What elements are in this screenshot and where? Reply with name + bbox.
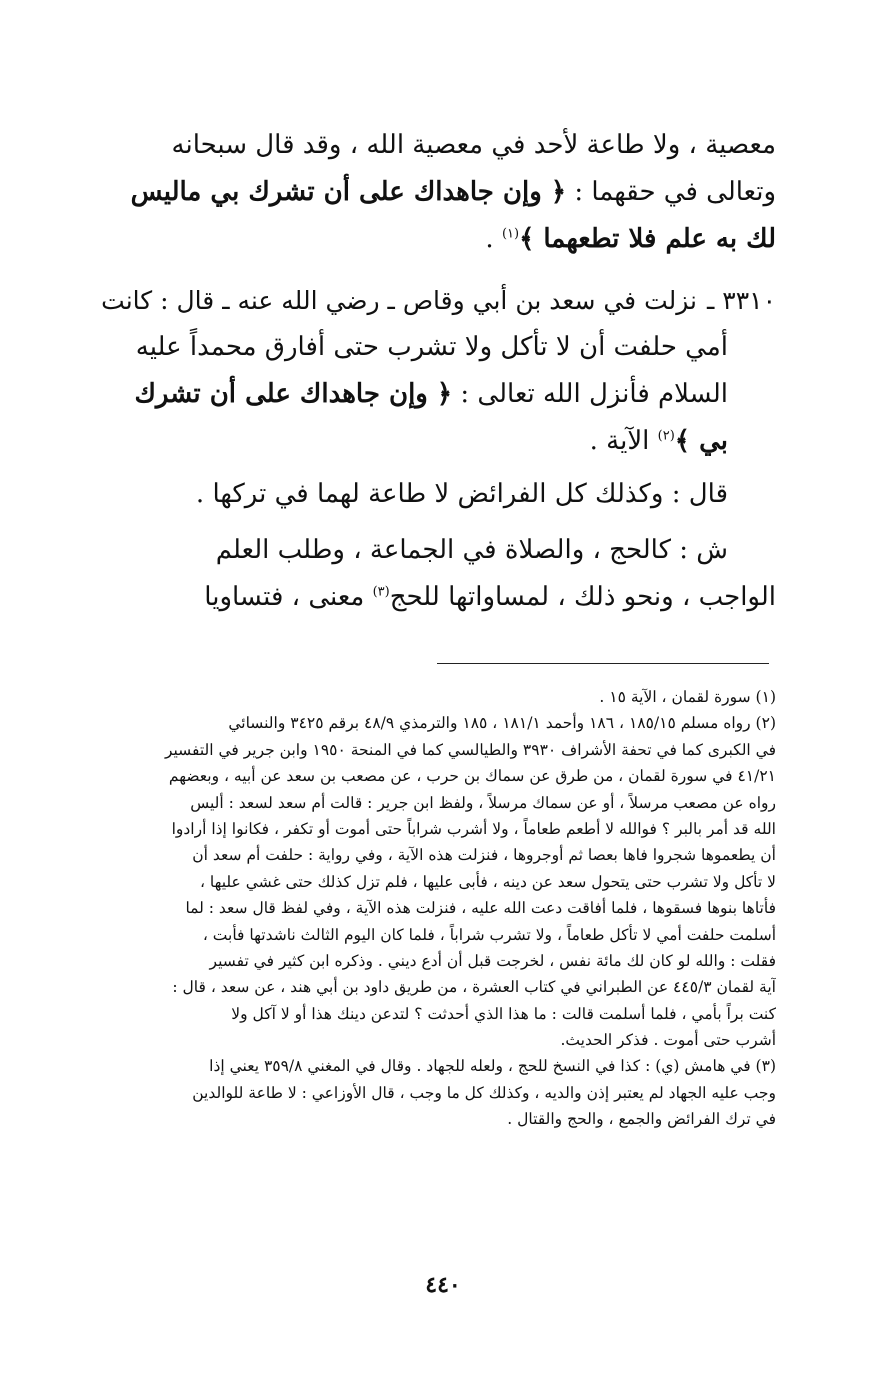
text-span: الواجب ، ونحو ذلك ، لمساواتها للحج — [389, 582, 776, 612]
footnote-line: رواه عن مصعب مرسلاً ، أو عن سماك مرسلاً ، ولفظ ابن جرير : قالت أم سعد لسعد : أليس — [190, 793, 776, 812]
paragraph-sharh — [100, 527, 776, 621]
footnote-line: آية لقمان ٤٤٥/٣ عن الطبراني في كتاب العشرة ، من طريق داود بن أبي هند ، عن سعد ، قال : — [172, 978, 776, 997]
footnote-line: في الكبرى كما في تحفة الأشراف ٣٩٣٠ والطيالسي كما في المنحة ١٩٥٠ وابن جرير في التفسير — [164, 740, 776, 759]
footnotes — [100, 684, 776, 1133]
footnote-line: الله قد أمر بالبر ؟ فوالله لا أطعم طعاماً ، ولا أشرب شراباً حتى أموت أو تكفر ، فكانوا إذا أرادوا — [171, 819, 776, 838]
text-line — [100, 277, 776, 324]
text-span: نزلت في سعد بن أبي وقاص ـ رضي الله عنه ـ قال : كانت — [101, 286, 697, 315]
text-line — [100, 216, 776, 263]
footnote-line: وجب عليه الجهاد لم يعتبر إذن والديه ، وكذلك كل ما وجب ، قال الأوزاعي : لا طاعة للوالدين — [192, 1083, 776, 1102]
text-span: السلام فأنزل الله تعالى : — [460, 379, 728, 409]
quran-quote: ﴿ وإن جاهداك على أن تشرك بي ماليس — [130, 177, 567, 207]
quran-quote: لك به علم فلا تطعهما ﴾ — [519, 224, 776, 254]
footnote-line: (٢) رواه مسلم ١٨٥/١٥ ، ١٨٦ وأحمد ١٨١/١ ، ١٨٥ والترمذي ٤٨/٩ برقم ٣٤٢٥ والنسائي — [228, 714, 776, 733]
footnote-line: أشرب حتى أموت . فذكر الحديث. — [560, 1031, 776, 1050]
footnote-line: أن يطعموها شجروا فاها بعصا ثم أوجروها ، فنزلت هذه الآية ، وفي رواية : حلفت أم سعد أن — [192, 846, 776, 865]
paragraph-continuation — [100, 122, 776, 263]
paragraph-number: ٣٣١٠ ـ — [707, 286, 776, 315]
footnote-ref-3: (٣) — [372, 584, 390, 600]
footnote-ref-2: (٢) — [657, 428, 675, 444]
footnote-1: (١) سورة لقمان ، الآية ١٥ . — [599, 688, 776, 706]
text-span: معنى ، فتساويا — [204, 582, 373, 612]
text-span: الآية . — [589, 426, 658, 456]
quran-quote: بي ﴾ — [674, 426, 728, 456]
quran-quote: ﴿ وإن جاهداك على أن تشرك — [134, 379, 453, 409]
footnote-line: لا تأكل ولا تشرب حتى يتحول سعد عن دينه ، فأبى عليها ، فلم تزل كذلك حتى غشي عليها ، — [199, 872, 776, 891]
text-line: ش : كالحج ، والصلاة في الجماعة ، وطلب العلم — [215, 535, 728, 565]
footnote-3 — [100, 1053, 776, 1132]
numbered-paragraph-3310 — [100, 277, 776, 465]
text-line — [100, 418, 776, 465]
footnote-line: أسلمت حلفت أمي لا تأكل طعاماً ، ولا تشرب شراباً ، فلما كان اليوم الثالث ناشدتها فأبت ، — [202, 925, 776, 944]
footnote-line: فأتاها بنوها فسقوها ، فلما أفاقت دعت الله عليه ، فنزلت هذه الآية ، وفي لفظ قال سعد : لما — [185, 899, 776, 918]
text-line: أمي حلفت أن لا تأكل ولا تشرب حتى أفارق محمداً عليه — [135, 332, 728, 362]
text-line — [100, 371, 776, 418]
footnote-separator — [437, 663, 769, 664]
footnote-line: ٤١/٢١ في سورة لقمان ، من طرق عن سماك بن حرب ، عن مصعب بن سعد عن أبيه ، وبعضهم — [168, 767, 776, 786]
footnote-line: في ترك الفرائض والجمع ، والحج والقتال . — [507, 1110, 776, 1129]
footnote-line: (٣) في هامش (ي) : كذا في النسخ للحج ، ولعله للجهاد . وقال في المغني ٣٥٩/٨ يعني إذا — [209, 1057, 776, 1076]
paragraph-qala — [100, 471, 776, 518]
footnote-line: فقلت : والله لو كان لك مائة نفس ، لخرجت قبل أن أدع ديني . وذكره ابن كثير في تفسير — [209, 951, 776, 970]
text-line — [100, 169, 776, 216]
text-span: . — [485, 224, 502, 254]
text-span: وتعالى في حقهما : — [574, 177, 776, 207]
text-line: قال : وكذلك كل الفرائض لا طاعة لهما في تركها . — [195, 479, 728, 509]
text-line: معصية ، ولا طاعة لأحد في معصية الله ، وقد قال سبحانه — [171, 130, 776, 160]
footnote-line: كنت براً بأمي ، فلما أسلمت قالت : ما هذا الذي أحدثت ؟ لتدعن دينك هذا أو لا آكل ولا — [231, 1004, 776, 1023]
footnote-2 — [100, 710, 776, 1053]
page-number: ٤٤٠ — [425, 1272, 461, 1298]
footnote-ref-1: (١) — [501, 226, 520, 242]
text-line — [100, 574, 776, 621]
